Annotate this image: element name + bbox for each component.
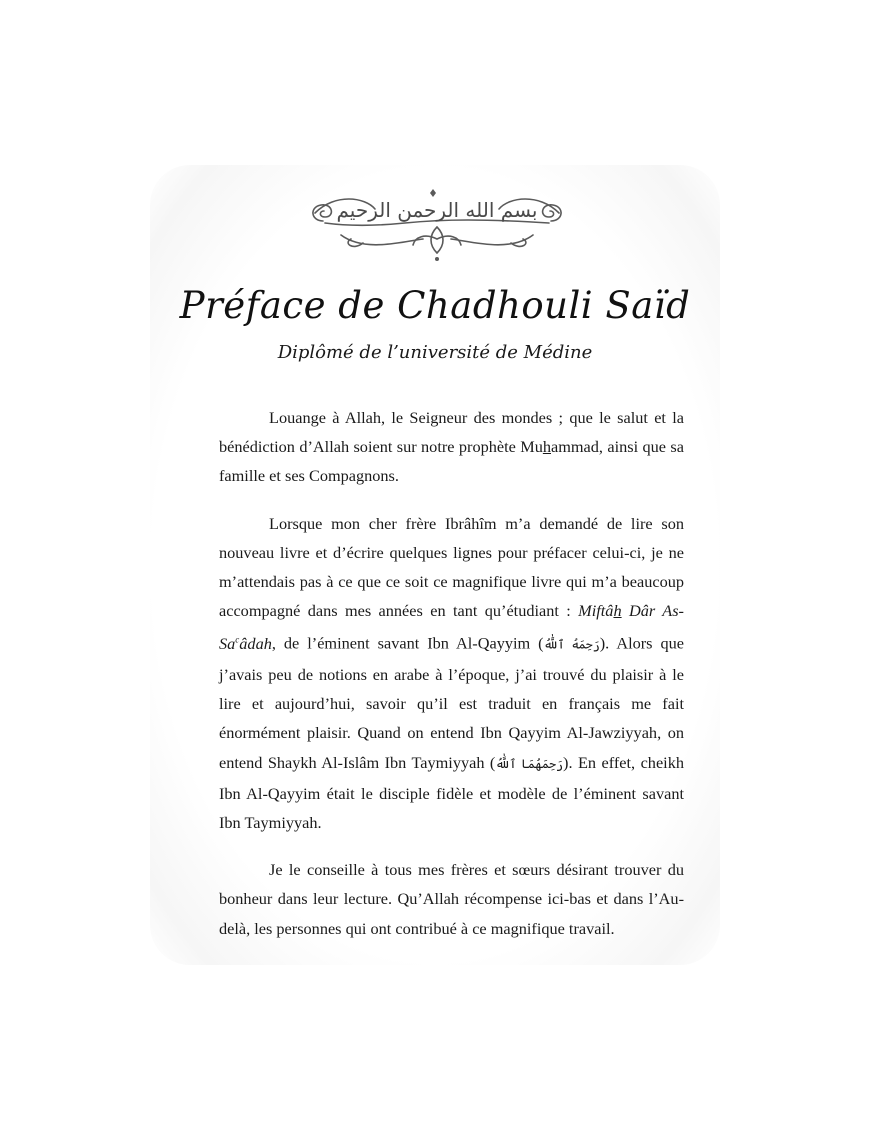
honorific-arabic: رَحِمَهُمَا ٱللَّٰهُ <box>495 756 564 771</box>
basmala-calligraphy-icon <box>305 183 569 265</box>
text-run: Miftâ <box>578 601 614 621</box>
paragraph-1 <box>219 403 684 491</box>
paragraph-3 <box>219 855 684 943</box>
underlined-letter: h <box>613 601 622 621</box>
text-run: Dâr As-Sa <box>219 601 684 653</box>
paragraph-2 <box>219 509 684 838</box>
svg-text:بسم الله الرحمن الرحيم: بسم الله الرحمن الرحيم <box>336 198 538 222</box>
text-run: ammad, ainsi que sa famille et ses Compagnons. <box>219 437 684 486</box>
honorific-arabic: رَحِمَهُ ٱللَّٰهُ <box>543 637 600 652</box>
text-run: ). En effet, cheikh Ibn Al-Qayyim était le disciple fidèle et modèle de l’éminent savant Ibn Taymiyyah. <box>219 752 684 833</box>
preface-body <box>219 403 684 961</box>
underlined-letter: h <box>542 437 551 457</box>
text-run: ). Alors que j’avais peu de notions en arabe à l’époque, j’ai trouvé du plaisir à le lire et aujourd’hui, savoir qu’il est traduit en français me fait énormément plaisir. Quand on entend Ibn Qayyim Al-Jawziyyah, on entend Shaykh Al-Islâm Ibn Taymiyyah ( <box>219 633 684 772</box>
text-run: , de l’éminent savant Ibn Al-Qayyim ( <box>271 633 544 653</box>
text-run: âdah <box>239 633 272 653</box>
text-run: Louange à Allah, le Seigneur des mondes ; que le salut et la bénédiction d’Allah soient sur notre prophète Mu <box>219 408 684 457</box>
text-run: Lorsque mon cher frère Ibrâhîm m’a demandé de lire son nouveau livre et d’écrire quelques lignes pour préfacer celui-ci, je ne m’attendais pas à ce que ce soit ce magnifique livre qui m’a beaucoup accompagné dans mes années en tant qu’étudiant : <box>219 513 684 621</box>
text-run: Je le conseille à tous mes frères et sœurs désirant trouver du bonheur dans leur lecture. Qu’Allah récompense ici-bas et dans l’Au-delà, les personnes qui ont contribué à ce magnifique travail. <box>219 860 684 938</box>
page-title: Préface de Chadhouli Saïd <box>179 284 691 327</box>
page-subtitle: Diplômé de l’université de Médine <box>277 342 593 363</box>
ayn-marker: c <box>235 634 240 645</box>
